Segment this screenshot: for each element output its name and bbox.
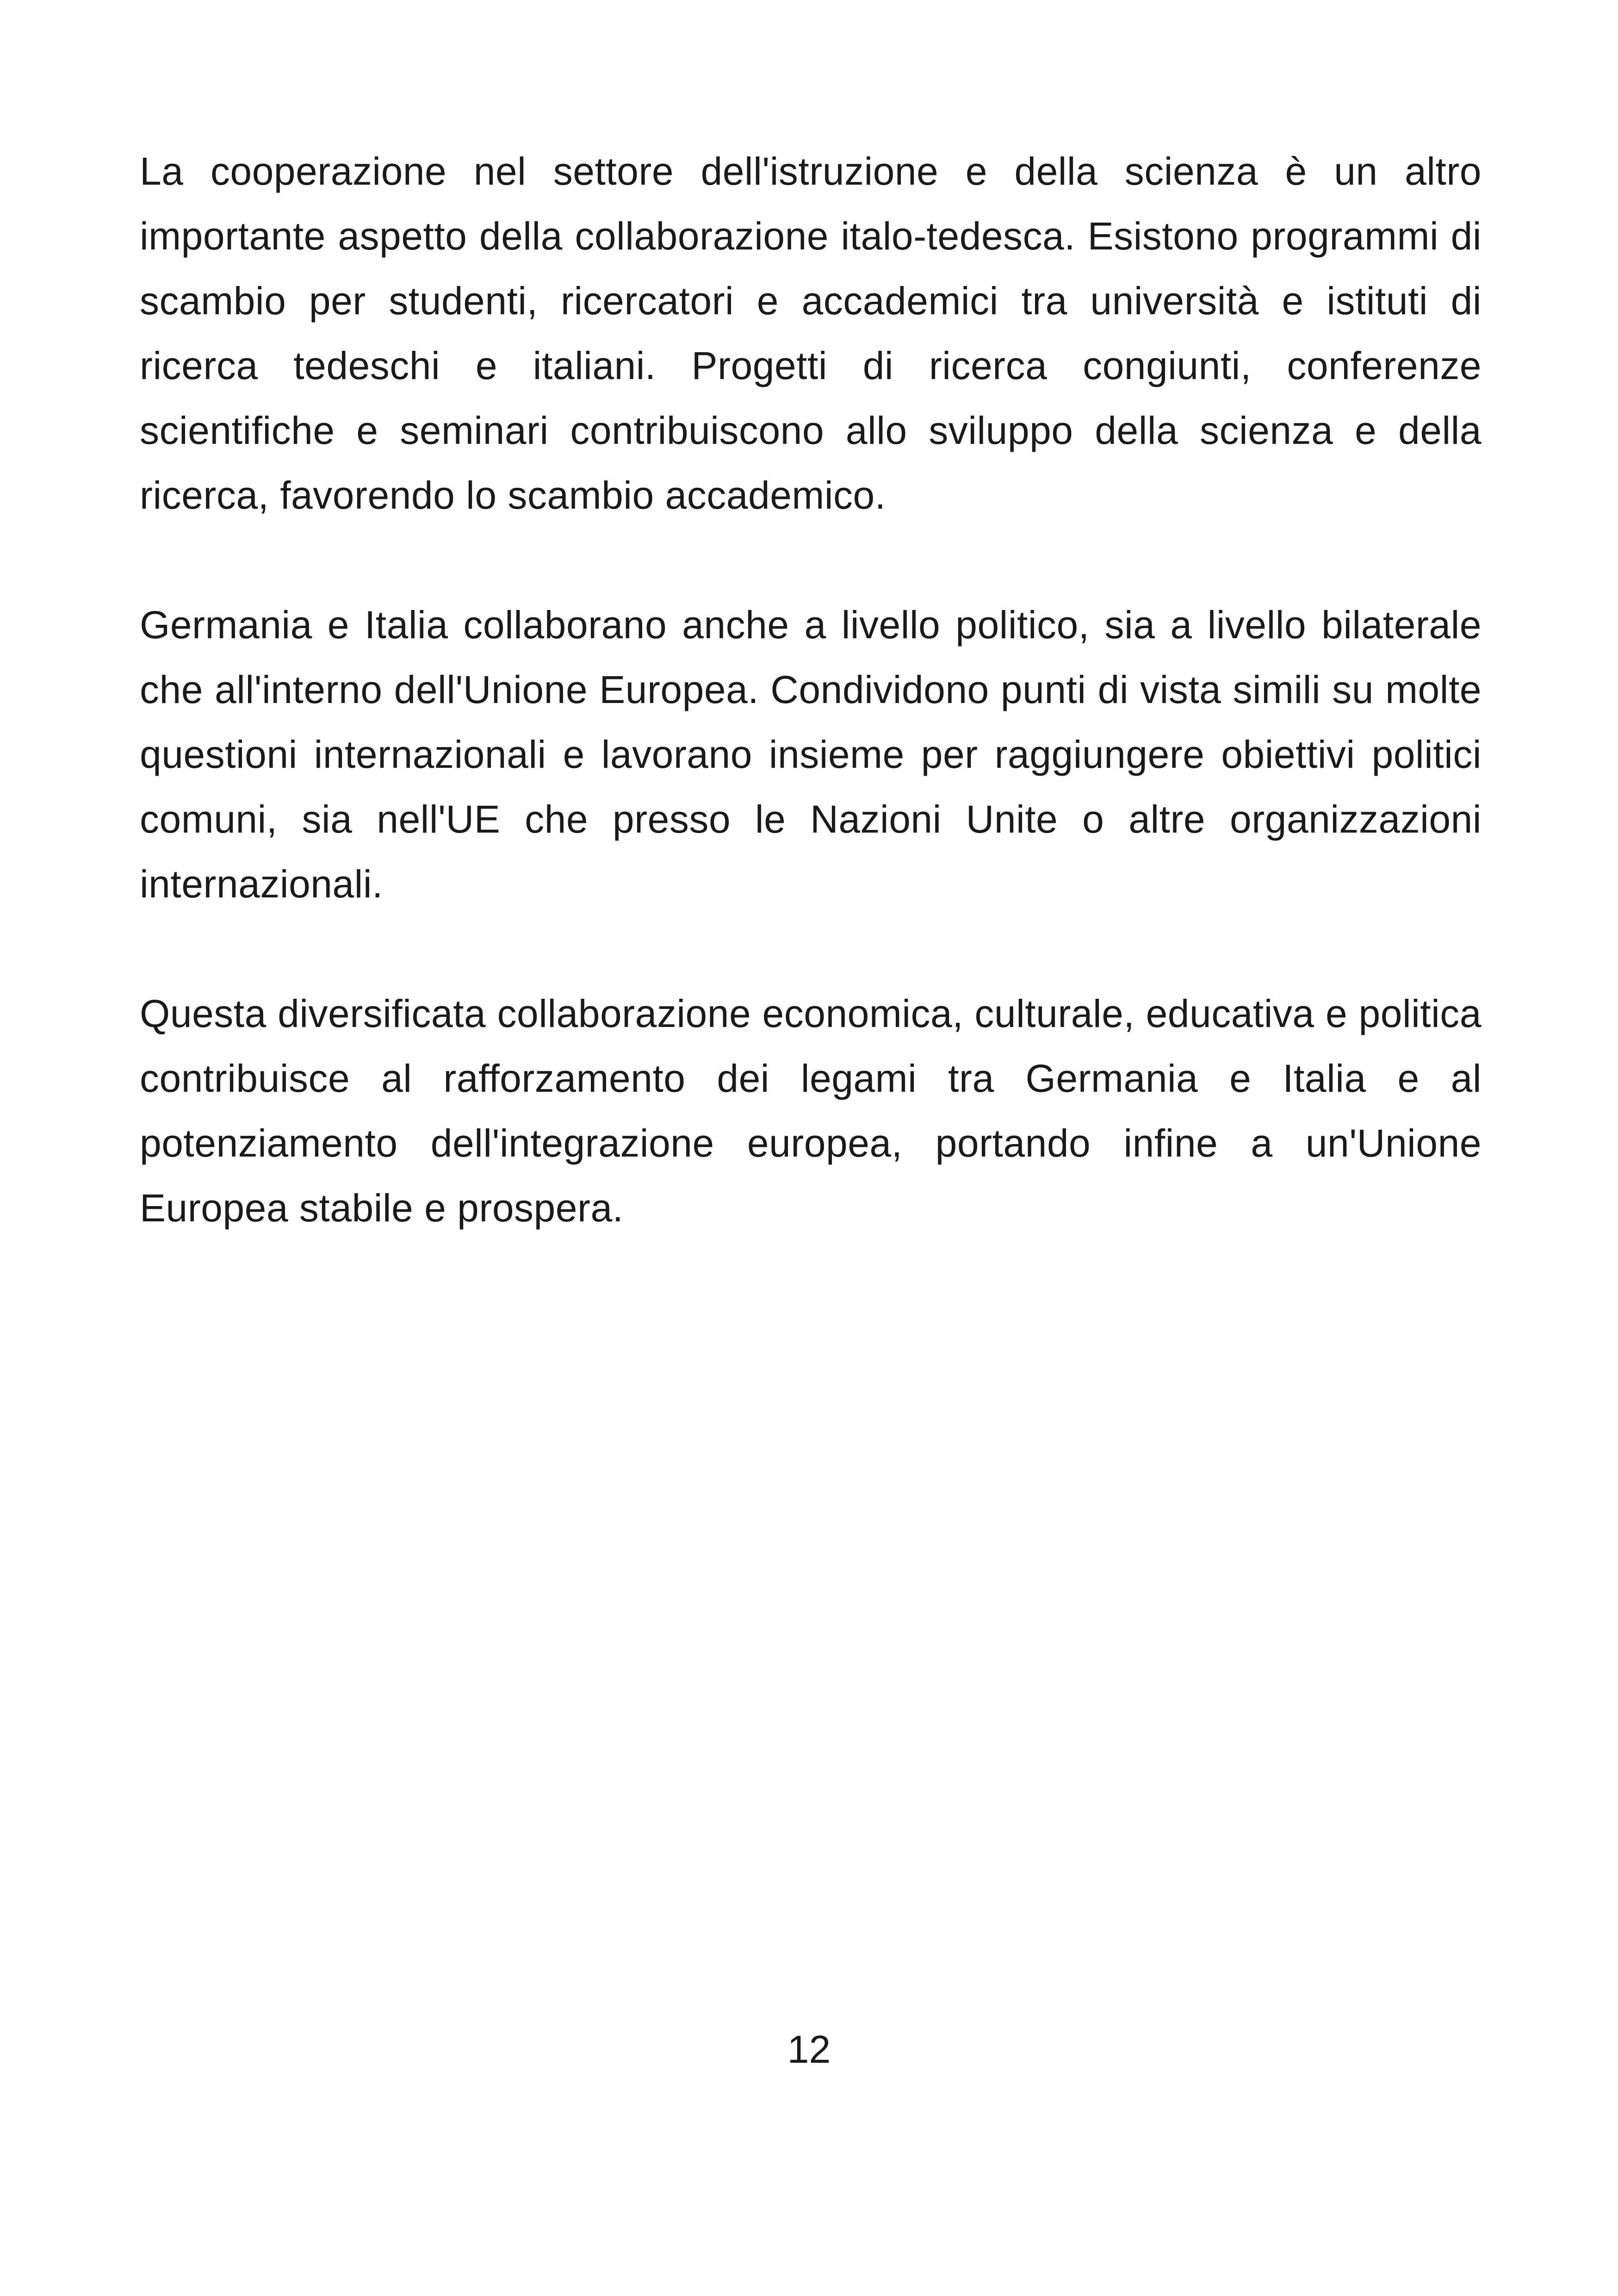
page-number: 12: [787, 2028, 831, 2071]
body-text: [140, 139, 1482, 1240]
paragraph-education-science: La cooperazione nel settore dell'istruzione e della scienza è un altro importante aspetto della collaborazione italo-tedesca. Esistono programmi di scambio per studenti, ricercatori e accademici tra università e istituti di ricerca tedeschi e italiani. Progetti di ricerca congiunti, conferenze scientifiche e seminari contribuiscono allo sviluppo della scienza e della ricerca, favorendo lo scambio accademico.: [140, 149, 1482, 517]
paragraph-conclusion: Questa diversificata collaborazione economica, culturale, educativa e politica contribuisce al rafforzamento dei legami tra Germania e Italia e al potenziamento dell'integrazione europea, portando infine a un'Unione Europea stabile e prospera.: [140, 992, 1482, 1230]
paragraph-political-cooperation: Germania e Italia collaborano anche a livello politico, sia a livello bilaterale che all'interno dell'Unione Europea. Condividono punti di vista simili su molte questioni internazionali e lavorano insieme per raggiungere obiettivi politici comuni, sia nell'UE che presso le Nazioni Unite o altre organizzazioni internazionali.: [140, 603, 1482, 906]
